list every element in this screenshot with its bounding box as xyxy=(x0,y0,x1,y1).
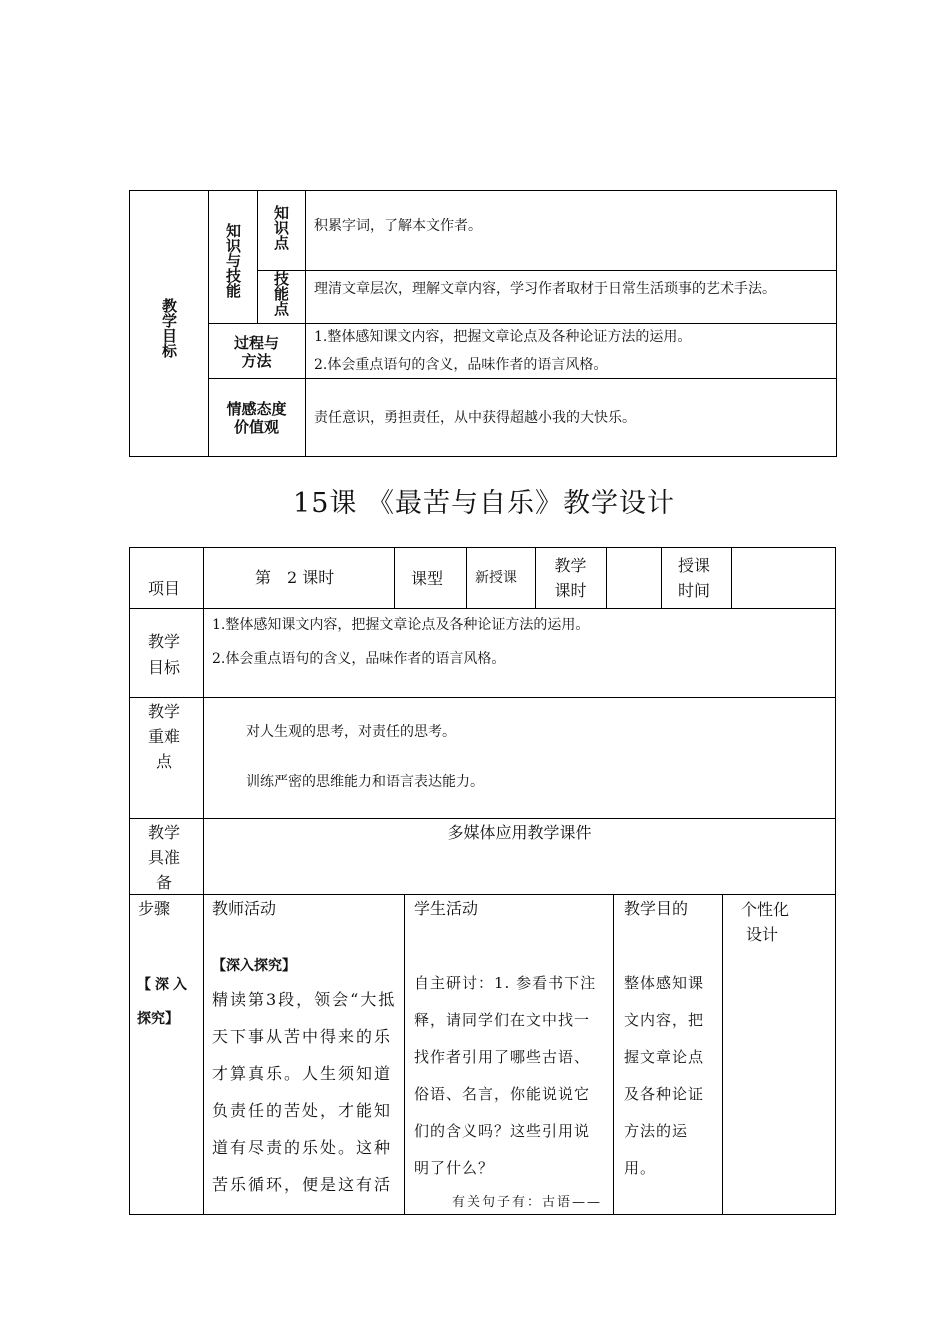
key-points-item-2: 训练严密的思维能力和语言表达能力。 xyxy=(246,774,484,790)
divider xyxy=(257,190,258,324)
header-time-label-line: 授课 xyxy=(678,556,711,575)
emotion-values-label xyxy=(208,400,305,436)
teacher-activity-line: 苦乐循环，便是这有活 xyxy=(212,1175,393,1194)
goals-label xyxy=(148,629,180,681)
divider xyxy=(394,547,395,608)
header-type-value: 新授课 xyxy=(475,570,517,586)
page-title: 15课 《最苦与自乐》教学设计 xyxy=(293,488,675,519)
steps-header-student: 学生活动 xyxy=(414,899,479,918)
key-points-label-line: 重难 xyxy=(148,727,181,746)
student-activity-line: 释，请同学们在文中找一 xyxy=(414,1011,591,1029)
key-points-label xyxy=(148,699,180,774)
divider xyxy=(208,323,837,324)
divider xyxy=(257,270,837,271)
divider xyxy=(129,608,836,609)
process-method-label xyxy=(208,334,305,370)
knowledge-points-label: 知识点 xyxy=(272,205,290,250)
teacher-activity-line: 才算真乐。人生须知道 xyxy=(212,1064,393,1083)
process-method-item-2: 2.体会重点语句的含义，品味作者的语言风格。 xyxy=(314,357,608,373)
teacher-heading: 【深入探究】 xyxy=(212,958,296,974)
student-extra: 有关句子有：古语—— xyxy=(452,1195,603,1210)
process-method-label-line: 方法 xyxy=(241,352,272,370)
goals-label-line: 目标 xyxy=(148,658,181,677)
emotion-values-label-line: 情感态度 xyxy=(226,400,287,418)
tools-label-line: 备 xyxy=(156,873,173,892)
header-project: 项目 xyxy=(148,579,181,598)
tools-label xyxy=(148,820,180,895)
teaching-purpose xyxy=(624,965,720,1187)
teaching-purpose-line: 用。 xyxy=(624,1159,657,1177)
divider xyxy=(203,547,204,1215)
teaching-purpose-line: 整体感知课 xyxy=(624,974,705,992)
student-activity-line: 明了什么？ xyxy=(414,1159,495,1177)
steps-header-teacher: 教师活动 xyxy=(212,899,277,918)
header-time-label-line: 时间 xyxy=(678,581,711,600)
key-points-label-line: 点 xyxy=(156,752,173,771)
steps-header-purpose: 教学目的 xyxy=(624,899,689,918)
header-time-label xyxy=(678,553,710,603)
skill-points-text: 理清文章层次，理解文章内容，学习作者取材于日常生活琐事的艺术手法。 xyxy=(314,281,776,297)
student-activity xyxy=(414,965,612,1187)
step-label xyxy=(137,968,199,1036)
teaching-purpose-line: 文内容，把 xyxy=(624,1011,705,1029)
skill-points-label: 技能点 xyxy=(272,271,290,316)
process-method-item-1: 1.整体感知课文内容，把握文章论点及各种论证方法的运用。 xyxy=(314,329,692,345)
header-period: 第 2 课时 xyxy=(255,568,335,587)
header-hours-label-line: 课时 xyxy=(554,581,587,600)
header-hours-label xyxy=(535,553,606,603)
step-label-line: 【深入 xyxy=(137,977,191,993)
student-activity-line: 俗语、名言，你能说说它 xyxy=(414,1085,591,1103)
divider xyxy=(129,894,836,895)
key-points-item-1: 对人生观的思考，对责任的思考。 xyxy=(246,724,456,740)
process-method-label-line: 过程与 xyxy=(233,334,279,352)
goals-item-2: 2.体会重点语句的含义，品味作者的语言风格。 xyxy=(212,651,506,667)
teacher-activity-line: 道有尽责的乐处。这种 xyxy=(212,1138,393,1157)
step-label-line: 探究】 xyxy=(137,1011,179,1027)
teacher-activity-line: 精读第3段，领会“大抵 xyxy=(212,990,397,1009)
steps-header-custom-line: 个性化 xyxy=(741,900,790,919)
knowledge-skill-label: 知识与技能 xyxy=(224,223,242,298)
teaching-purpose-line: 方法的运 xyxy=(624,1122,689,1140)
key-points-label-line: 教学 xyxy=(148,702,181,721)
student-activity-line: 自主研讨：1. 参看书下注 xyxy=(414,974,597,992)
steps-header-custom-line: 设计 xyxy=(746,925,779,944)
divider xyxy=(613,894,614,1215)
emotion-values-label-line: 价值观 xyxy=(233,418,279,436)
steps-header-custom xyxy=(741,897,789,947)
tools-label-line: 教学 xyxy=(148,823,181,842)
tools-text: 多媒体应用教学课件 xyxy=(447,823,592,842)
objectives-main-label: 教学目标 xyxy=(160,298,178,358)
header-type-label: 课型 xyxy=(411,569,444,588)
teaching-purpose-line: 握文章论点 xyxy=(624,1048,705,1066)
tools-label-line: 具准 xyxy=(148,848,181,867)
divider xyxy=(129,818,836,819)
emotion-values-text: 责任意识，勇担责任，从中获得超越小我的大快乐。 xyxy=(314,410,636,426)
divider xyxy=(404,894,405,1215)
student-activity-line: 找作者引用了哪些古语、 xyxy=(414,1048,591,1066)
student-activity-line: 们的含义吗？这些引用说 xyxy=(414,1122,591,1140)
divider xyxy=(606,547,607,608)
divider xyxy=(466,547,467,608)
teacher-activity-line: 天下事从苦中得来的乐 xyxy=(212,1027,393,1046)
teaching-purpose-line: 及各种论证 xyxy=(624,1085,705,1103)
steps-header-steps: 步骤 xyxy=(138,899,171,918)
goals-label-line: 教学 xyxy=(148,632,181,651)
goals-item-1: 1.整体感知课文内容，把握文章论点及各种论证方法的运用。 xyxy=(212,617,590,633)
header-hours-label-line: 教学 xyxy=(554,556,587,575)
teacher-activity xyxy=(212,981,402,1203)
knowledge-points-text: 积累字词，了解本文作者。 xyxy=(314,218,482,234)
divider xyxy=(722,894,723,1215)
divider xyxy=(129,697,836,698)
divider xyxy=(208,378,837,379)
divider xyxy=(731,547,732,608)
divider xyxy=(661,547,662,608)
teacher-activity-line: 负责任的苦处，才能知 xyxy=(212,1101,393,1120)
